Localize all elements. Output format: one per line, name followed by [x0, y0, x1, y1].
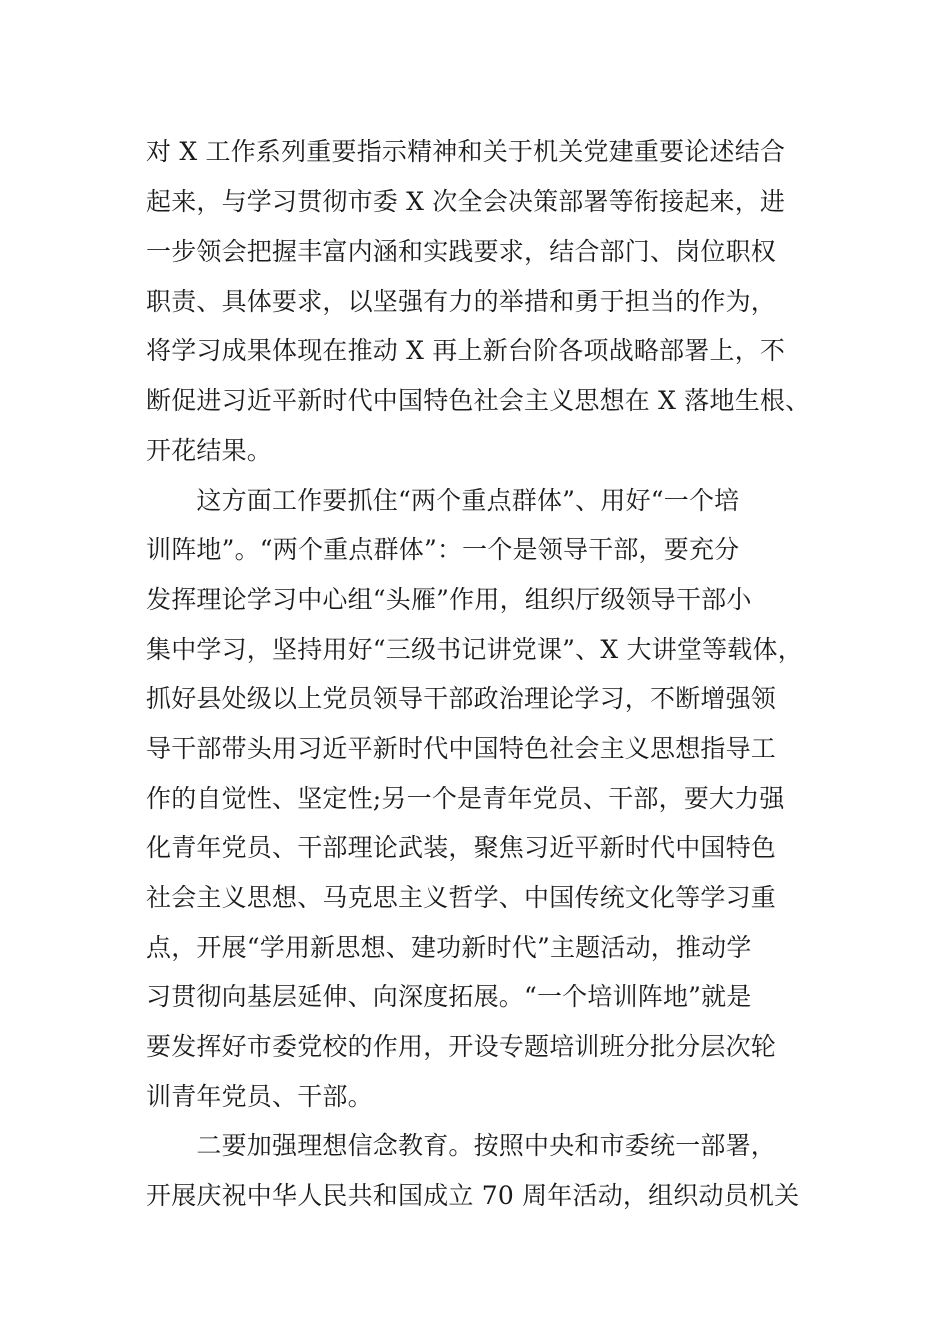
text-line: 习贯彻向基层延伸、向深度拓展。“一个培训阵地”就是	[146, 982, 752, 1011]
text-line: 集中学习，坚持用好“三级书记讲党课”、X 大讲堂等载体，	[146, 635, 803, 664]
text-line: 导干部带头用习近平新时代中国特色社会主义思想指导工	[146, 734, 777, 763]
text-line: 这方面工作要抓住“两个重点群体”、用好“一个培	[146, 486, 740, 515]
text-line: 训阵地”。“两个重点群体”：一个是领导干部，要充分	[146, 535, 740, 564]
text-line: 二要加强理想信念教育。按照中央和市委统一部署，	[146, 1131, 777, 1160]
text-line: 职责、具体要求，以坚强有力的举措和勇于担当的作为，	[146, 287, 777, 316]
text-line: 断促进习近平新时代中国特色社会主义思想在 X 落地生根、	[146, 386, 811, 415]
text-line: 对 X 工作系列重要指示精神和关于机关党建重要论述结合	[146, 137, 786, 166]
text-line: 化青年党员、干部理论武装，聚焦习近平新时代中国特色	[146, 833, 777, 862]
text-line: 抓好县处级以上党员领导干部政治理论学习，不断增强领	[146, 684, 777, 713]
text-line: 将学习成果体现在推动 X 再上新台阶各项战略部署上，不	[146, 336, 786, 365]
text-line: 一步领会把握丰富内涵和实践要求，结合部门、岗位职权	[146, 237, 777, 266]
text-line: 发挥理论学习中心组“头雁”作用，组织厅级领导干部小	[146, 585, 752, 614]
text-line: 开展庆祝中华人民共和国成立 70 周年活动，组织动员机关	[146, 1181, 800, 1210]
text-line: 作的自觉性、坚定性;另一个是青年党员、干部，要大力强	[146, 784, 785, 813]
text-line: 开花结果。	[146, 436, 273, 465]
text-line: 起来，与学习贯彻市委 X 次全会决策部署等衔接起来，进	[146, 187, 786, 216]
text-line: 点，开展“学用新思想、建功新时代”主题活动，推动学	[146, 933, 752, 962]
text-line: 训青年党员、干部。	[146, 1082, 373, 1111]
text-line: 要发挥好市委党校的作用，开设专题培训班分批分层次轮	[146, 1032, 777, 1061]
text-line: 社会主义思想、马克思主义哲学、中国传统文化等学习重	[146, 883, 777, 912]
